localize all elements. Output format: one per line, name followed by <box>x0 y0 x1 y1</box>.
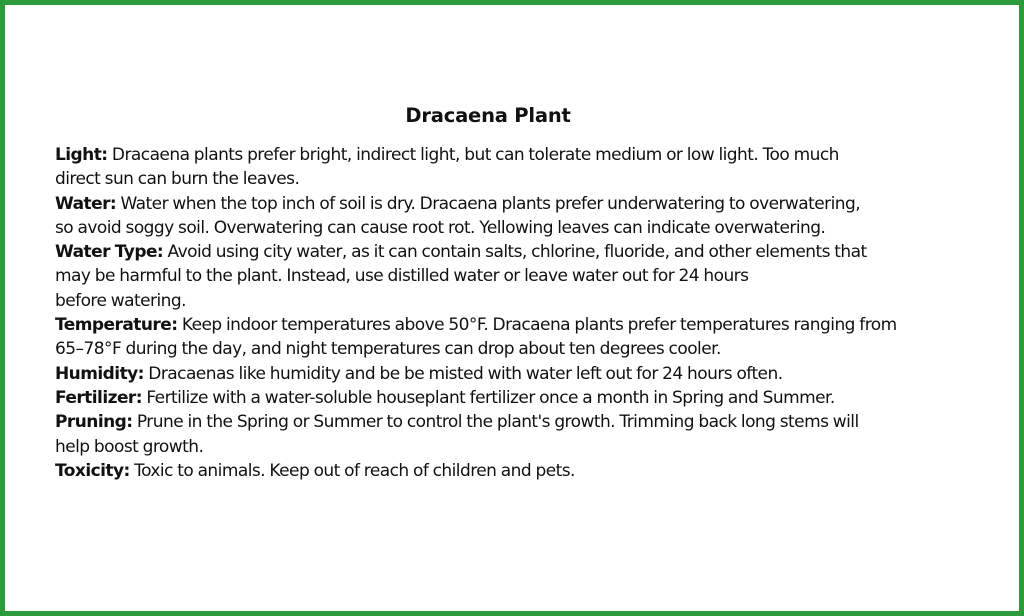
section-line: help boost growth. <box>55 436 204 457</box>
section-line <box>55 386 975 410</box>
section-text: Prune in the Spring or Summer to control the plant's growth. Trimming back long stems will <box>136 412 859 433</box>
section-humidity <box>55 362 975 386</box>
section-text: Water when the top inch of soil is dry. Dracaena plants prefer underwatering to overwatering, <box>120 193 861 214</box>
section-text: Fertilize with a water-soluble houseplant fertilizer once a month in Spring and Summer. <box>146 387 835 408</box>
section-label: Toxicity: <box>55 460 130 481</box>
section-label: Light: <box>55 145 108 165</box>
section-line <box>55 313 975 337</box>
section-line: direct sun can burn the leaves. <box>55 169 300 190</box>
section-label: Temperature: <box>55 315 178 336</box>
section-fertilizer <box>55 386 975 410</box>
section-text: Keep indoor temperatures above 50°F. Dracaena plants prefer temperatures ranging from <box>181 315 897 336</box>
care-instructions <box>55 143 975 483</box>
section-text: Dracaena plants prefer bright, indirect light, but can tolerate medium or low light. Too much <box>111 145 839 165</box>
section-label: Water Type: <box>55 242 164 263</box>
section-label: Pruning: <box>55 412 133 433</box>
section-temperature <box>55 313 975 362</box>
section-label: Water: <box>55 193 117 214</box>
section-text: Avoid using city water, as it can contain salts, chlorine, fluoride, and other elements that <box>167 242 867 263</box>
section-label: Fertilizer: <box>55 387 143 408</box>
section-line <box>55 410 975 434</box>
section-text: Toxic to animals. Keep out of reach of children and pets. <box>134 460 575 481</box>
section-line <box>55 192 975 216</box>
section-light <box>55 143 975 192</box>
section-line <box>55 240 975 264</box>
section-toxicity <box>55 459 975 483</box>
section-label: Humidity: <box>55 363 144 384</box>
section-water <box>55 192 975 241</box>
section-line: may be harmful to the plant. Instead, use distilled water or leave water out for 24 hours <box>55 266 749 287</box>
section-pruning <box>55 410 975 459</box>
section-line: 65–78°F during the day, and night temperatures can drop about ten degrees cooler. <box>55 339 721 360</box>
section-water-type <box>55 240 975 313</box>
section-line <box>55 143 975 167</box>
section-line: so avoid soggy soil. Overwatering can cause root rot. Yellowing leaves can indicate overwatering. <box>55 217 826 238</box>
section-line: before watering. <box>55 290 186 311</box>
section-text: Dracaenas like humidity and be be misted with water left out for 24 hours often. <box>148 363 783 384</box>
section-line <box>55 459 975 483</box>
page-title: Dracaena Plant <box>405 104 571 127</box>
section-line <box>55 362 975 386</box>
